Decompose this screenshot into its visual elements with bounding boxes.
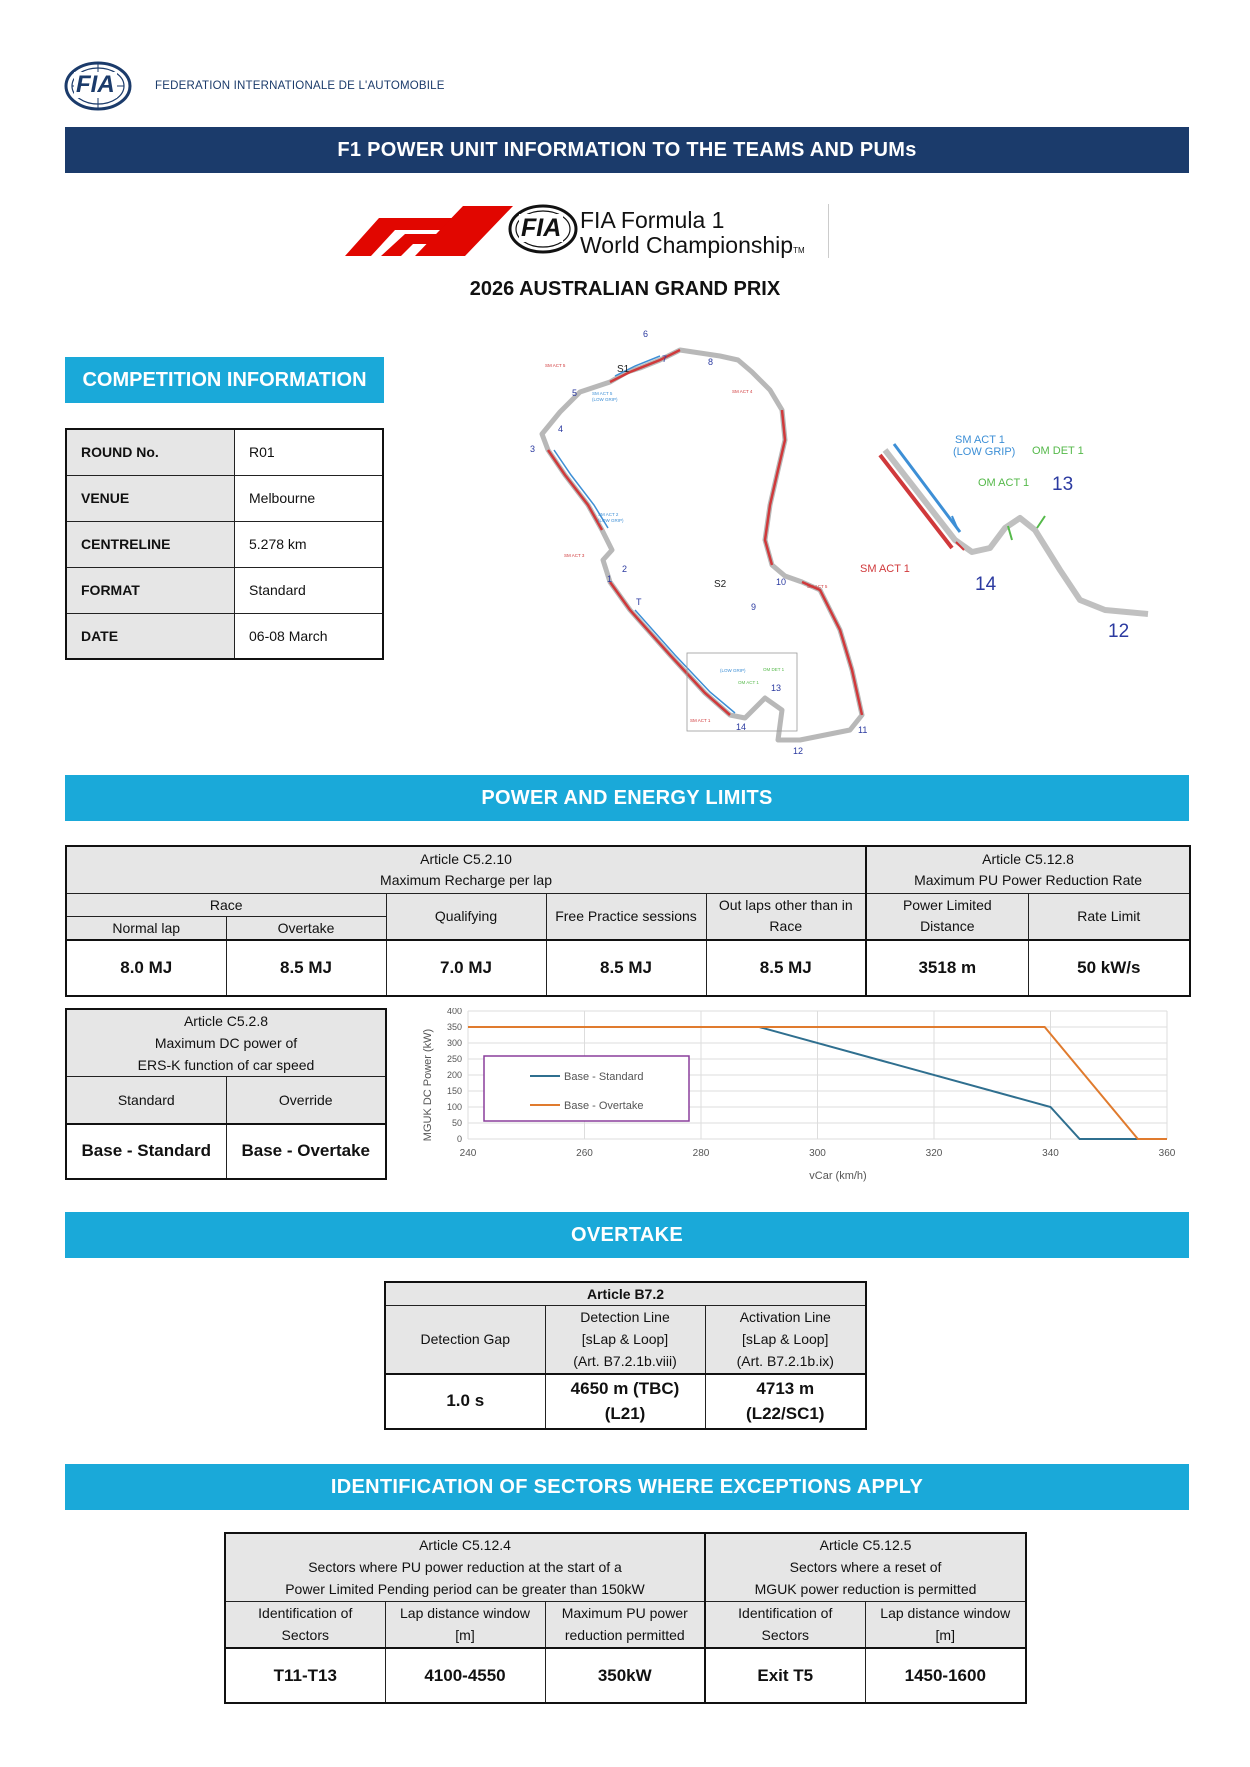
page-title: F1 POWER UNIT INFORMATION TO THE TEAMS AND PUMs bbox=[65, 127, 1189, 173]
out-laps-value: 8.5 MJ bbox=[706, 940, 866, 996]
standard-value: Base - Standard bbox=[66, 1124, 226, 1179]
turn-12: 12 bbox=[793, 746, 804, 756]
override-value: Base - Overtake bbox=[226, 1124, 386, 1179]
zoom-low-grip: (LOW GRIP) bbox=[953, 446, 1016, 458]
red-zone-2 bbox=[548, 450, 602, 530]
zoom-turn-14: 14 bbox=[975, 574, 997, 595]
overtake-table bbox=[384, 1281, 867, 1430]
sm-act-10-label: SM ACT 5 bbox=[807, 584, 828, 589]
om-act-1-label: OM ACT 1 bbox=[738, 680, 759, 685]
turn-2: 2 bbox=[622, 564, 628, 574]
zoom-green-tick-2 bbox=[1037, 516, 1045, 528]
sm-act-5-label: SM ACT 5 bbox=[545, 363, 566, 368]
chart-ytick-label: 200 bbox=[446, 1070, 462, 1080]
b-window-header: Lap distance window [m] bbox=[865, 1601, 1026, 1648]
competition-heading: COMPETITION INFORMATION bbox=[65, 357, 384, 403]
venue-value: Melbourne bbox=[235, 475, 384, 521]
b-window-value: 1450-1600 bbox=[865, 1648, 1026, 1703]
start-marker: T bbox=[636, 597, 642, 607]
zoom-turn-13: 13 bbox=[1052, 474, 1074, 495]
turn-8: 8 bbox=[708, 357, 714, 367]
rate-limit-header: Rate Limit bbox=[1028, 893, 1190, 940]
chart-xtick-label: 240 bbox=[459, 1148, 477, 1159]
overtake-header: Overtake bbox=[226, 916, 386, 940]
format-label: FORMAT bbox=[66, 567, 235, 613]
a-power-header: Maximum PU power reduction permitted bbox=[545, 1601, 705, 1648]
zoom-sm-act: SM ACT 1 bbox=[860, 563, 910, 575]
competition-table bbox=[65, 428, 384, 660]
chart-ytick-label: 0 bbox=[456, 1134, 462, 1144]
free-practice-header: Free Practice sessions bbox=[546, 893, 706, 940]
detection-gap-value: 1.0 s bbox=[385, 1374, 545, 1429]
sm-act-2-label: SM ACT 2 bbox=[598, 512, 619, 517]
zoom-om-det: OM DET 1 bbox=[1032, 445, 1084, 457]
low-grip-2-label: (LOW GRIP) bbox=[598, 518, 624, 523]
overtake-heading: OVERTAKE bbox=[65, 1212, 1189, 1258]
a-window-value: 4100-4550 bbox=[385, 1648, 545, 1703]
round-value: R01 bbox=[235, 429, 384, 475]
detection-line-header: Detection Line [sLap & Loop] (Art. B7.2.1b.viii) bbox=[545, 1306, 705, 1374]
red-zone-3 bbox=[802, 582, 862, 715]
sm-act-4-label: SM ACT 4 bbox=[732, 389, 753, 394]
chart-ytick-label: 100 bbox=[446, 1102, 462, 1112]
turn-10: 10 bbox=[776, 577, 787, 587]
article-c5-12-8: Article C5.12.8 Maximum PU Power Reduction Rate bbox=[866, 846, 1190, 893]
chart-ytick-label: 350 bbox=[446, 1022, 462, 1032]
article-c5-2-10: Article C5.2.10 Maximum Recharge per lap bbox=[66, 846, 866, 893]
turn-11: 11 bbox=[858, 725, 868, 735]
turn-3: 3 bbox=[530, 444, 536, 454]
article-c5-12-4: Article C5.12.4 Sectors where PU power reduction at the start of a Power Limited Pending period can be greater than 150kW bbox=[225, 1533, 705, 1601]
turn-9: 9 bbox=[751, 602, 757, 612]
power-limited-header: Power Limited Distance bbox=[866, 893, 1028, 940]
sm-act-5-low-label: SM ACT 5 bbox=[592, 391, 613, 396]
a-power-value: 350kW bbox=[545, 1648, 705, 1703]
round-label: ROUND No. bbox=[66, 429, 235, 475]
org-name: FEDERATION INTERNATIONALE DE L'AUTOMOBILE bbox=[155, 80, 445, 92]
sm-act-1-low-label: (LOW GRIP) bbox=[720, 668, 746, 673]
sectors-heading: IDENTIFICATION OF SECTORS WHERE EXCEPTIONS APPLY bbox=[65, 1464, 1189, 1510]
chart-xtick-label: 360 bbox=[1158, 1148, 1176, 1159]
a-window-header: Lap distance window [m] bbox=[385, 1601, 545, 1648]
legend-standard-label: Base - Standard bbox=[564, 1071, 644, 1083]
centreline-value: 5.278 km bbox=[235, 521, 384, 567]
turn-4: 4 bbox=[558, 424, 564, 434]
date-value: 06-08 March bbox=[235, 613, 384, 659]
ersk-table bbox=[65, 1008, 387, 1180]
a-sectors-value: T11-T13 bbox=[225, 1648, 385, 1703]
turn-5: 5 bbox=[572, 388, 578, 398]
blue-zone-1 bbox=[635, 610, 735, 713]
race-header: Race bbox=[66, 893, 386, 916]
chart-xlabel: vCar (km/h) bbox=[809, 1170, 867, 1182]
sm-act-3-label: SM ACT 3 bbox=[564, 553, 585, 558]
rate-value: 50 kW/s bbox=[1028, 940, 1190, 996]
sectors-table bbox=[224, 1532, 1027, 1704]
free-practice-value: 8.5 MJ bbox=[546, 940, 706, 996]
activation-line-header: Activation Line [sLap & Loop] (Art. B7.2.1b.ix) bbox=[705, 1306, 866, 1374]
b-ident-header: Identification of Sectors bbox=[705, 1601, 865, 1648]
legend-overtake-label: Base - Overtake bbox=[564, 1100, 644, 1112]
chart-xtick-label: 300 bbox=[809, 1148, 826, 1159]
ersk-chart bbox=[415, 1008, 1190, 1183]
a-ident-header: Identification of Sectors bbox=[225, 1601, 385, 1648]
fia-wc-logo: FIA bbox=[508, 204, 578, 254]
chart-ylabel: MGUK DC Power (kW) bbox=[422, 1028, 434, 1142]
distance-value: 3518 m bbox=[866, 940, 1028, 996]
article-b7-2: Article B7.2 bbox=[385, 1282, 866, 1306]
chart-ytick-label: 50 bbox=[451, 1118, 462, 1128]
detection-line-value: 4650 m (TBC) (L21) bbox=[545, 1374, 705, 1429]
out-laps-header: Out laps other than in Race bbox=[706, 893, 866, 940]
override-header: Override bbox=[226, 1077, 386, 1124]
track-map bbox=[520, 320, 890, 760]
sm-act-1-label: SM ACT 1 bbox=[690, 718, 711, 723]
article-c5-2-8: Article C5.2.8 Maximum DC power of ERS-K function of car speed bbox=[66, 1009, 386, 1077]
f1-logo bbox=[345, 204, 513, 256]
chart-xtick-label: 260 bbox=[576, 1148, 593, 1159]
activation-line-value: 4713 m (L22/SC1) bbox=[705, 1374, 866, 1429]
venue-label: VENUE bbox=[66, 475, 235, 521]
normal-lap-value: 8.0 MJ bbox=[66, 940, 226, 996]
qualifying-header: Qualifying bbox=[386, 893, 546, 940]
sector-s2: S2 bbox=[714, 579, 727, 590]
chart-xtick-label: 320 bbox=[925, 1148, 943, 1159]
overtake-value: 8.5 MJ bbox=[226, 940, 386, 996]
normal-lap-header: Normal lap bbox=[66, 916, 226, 940]
chart-ytick-label: 150 bbox=[446, 1086, 462, 1096]
chart-xtick-label: 280 bbox=[692, 1148, 710, 1159]
event-title: 2026 AUSTRALIAN GRAND PRIX bbox=[469, 278, 781, 300]
fia-logo: FIA bbox=[64, 61, 132, 111]
wc-title: FIA Formula 1 World ChampionshipTM bbox=[580, 207, 805, 258]
sector-s1: S1 bbox=[617, 364, 630, 375]
zoom-track bbox=[885, 450, 1148, 614]
om-det-1-label: OM DET 1 bbox=[763, 667, 785, 672]
power-table bbox=[65, 845, 1191, 997]
zoom-om-act: OM ACT 1 bbox=[978, 477, 1030, 489]
standard-header: Standard bbox=[66, 1077, 226, 1124]
article-c5-12-5: Article C5.12.5 Sectors where a reset of MGUK power reduction is permitted bbox=[705, 1533, 1026, 1601]
chart-xtick-label: 340 bbox=[1042, 1148, 1059, 1159]
turn-14: 14 bbox=[736, 722, 747, 732]
format-value: Standard bbox=[235, 567, 384, 613]
b-sectors-value: Exit T5 bbox=[705, 1648, 865, 1703]
date-label: DATE bbox=[66, 613, 235, 659]
track-line bbox=[542, 350, 862, 740]
turn-6: 6 bbox=[643, 329, 649, 339]
turn-13: 13 bbox=[771, 683, 782, 693]
turn-7: 7 bbox=[662, 354, 668, 364]
turn-1: 1 bbox=[607, 574, 613, 584]
zoom-sm-act-low: SM ACT 1 bbox=[955, 434, 1005, 446]
zoom-red bbox=[880, 455, 952, 548]
chart-ytick-label: 400 bbox=[446, 1008, 462, 1016]
wc-divider bbox=[828, 204, 829, 258]
chart-ytick-label: 250 bbox=[446, 1054, 462, 1064]
chart-ytick-label: 300 bbox=[446, 1038, 462, 1048]
centreline-label: CENTRELINE bbox=[66, 521, 235, 567]
qualifying-value: 7.0 MJ bbox=[386, 940, 546, 996]
low-grip-5-label: (LOW GRIP) bbox=[592, 397, 618, 402]
zoom-turn-12: 12 bbox=[1108, 621, 1130, 642]
power-heading: POWER AND ENERGY LIMITS bbox=[65, 775, 1189, 821]
track-zoom bbox=[860, 430, 1160, 650]
detection-gap-header: Detection Gap bbox=[385, 1306, 545, 1374]
